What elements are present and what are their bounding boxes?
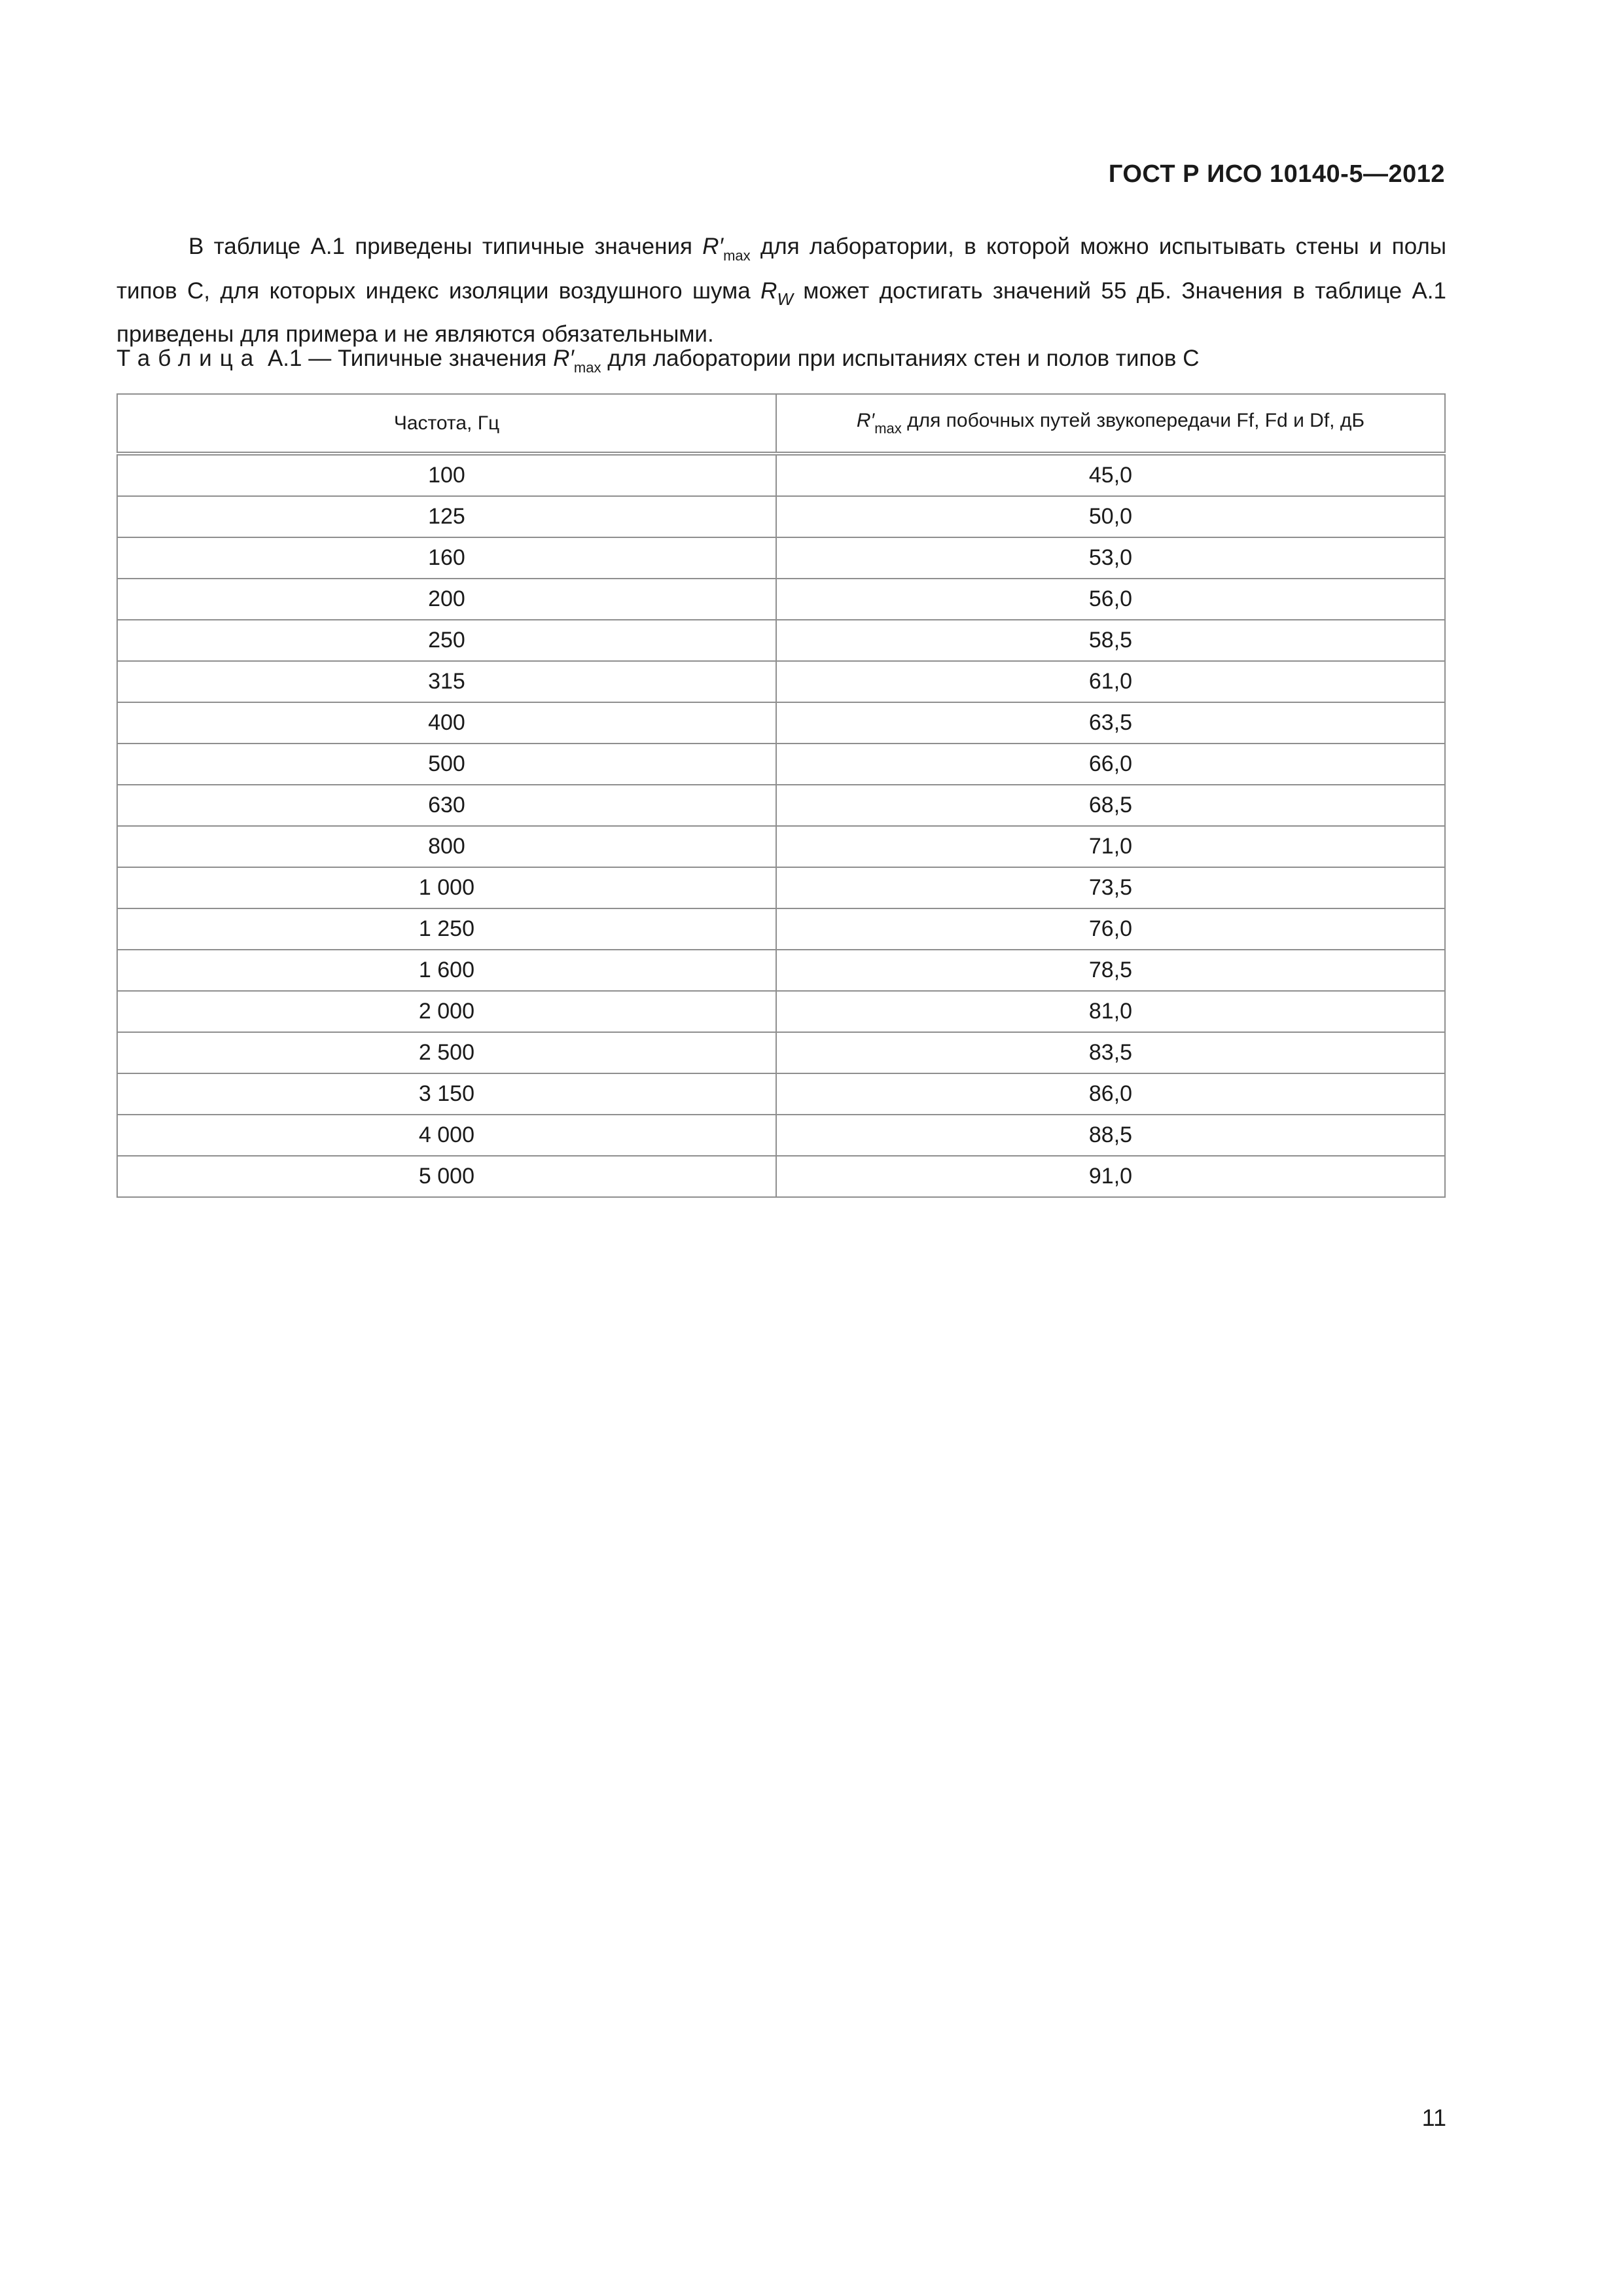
table-row xyxy=(117,867,1445,908)
frequency-cell: 1 000 xyxy=(117,867,776,908)
table-row xyxy=(117,1115,1445,1156)
r-max-cell: 76,0 xyxy=(776,908,1445,950)
table-row xyxy=(117,537,1445,579)
intro-text-3: может достигать значений 55 дБ. Значения в таблице А.1 приведены для примера и не являются обязательными. xyxy=(116,278,1446,347)
r-max-cell: 88,5 xyxy=(776,1115,1445,1156)
document-header: ГОСТ Р ИСО 10140-5—2012 xyxy=(1108,160,1445,188)
table-row xyxy=(117,579,1445,620)
table-row xyxy=(117,908,1445,950)
r-max-cell: 53,0 xyxy=(776,537,1445,579)
frequency-cell: 200 xyxy=(117,579,776,620)
table-caption xyxy=(116,346,1458,376)
page-number: 11 xyxy=(1421,2104,1446,2131)
caption-r-max-symbol: $R'_{max}$ xyxy=(553,346,601,376)
frequency-cell: 315 xyxy=(117,661,776,702)
table-row xyxy=(117,620,1445,661)
r-max-cell: 45,0 xyxy=(776,454,1445,496)
r-max-cell: 63,5 xyxy=(776,702,1445,744)
table-row xyxy=(117,1156,1445,1197)
rw-symbol: $R_W$ xyxy=(760,278,793,309)
frequency-cell: 3 150 xyxy=(117,1073,776,1115)
frequency-cell: 5 000 xyxy=(117,1156,776,1197)
intro-text-1: В таблице А.1 приведены типичные значения xyxy=(188,234,703,259)
table-row xyxy=(117,991,1445,1032)
r-max-cell: 78,5 xyxy=(776,950,1445,991)
r-max-cell: 86,0 xyxy=(776,1073,1445,1115)
caption-label: А.1 — Типичные значения xyxy=(261,346,554,371)
table-body xyxy=(117,454,1445,1197)
r-max-cell: 58,5 xyxy=(776,620,1445,661)
frequency-cell: 2 000 xyxy=(117,991,776,1032)
frequency-cell: 1 600 xyxy=(117,950,776,991)
r-max-symbol: $R'_{max}$ xyxy=(702,234,751,264)
r-max-cell: 81,0 xyxy=(776,991,1445,1032)
caption-rest: для лаборатории при испытаниях стен и полов типов С xyxy=(601,346,1200,371)
frequency-cell: 400 xyxy=(117,702,776,744)
intro-paragraph xyxy=(116,229,1446,352)
r-max-cell: 66,0 xyxy=(776,744,1445,785)
r-max-cell: 83,5 xyxy=(776,1032,1445,1073)
r-max-cell: 61,0 xyxy=(776,661,1445,702)
r-max-cell: 56,0 xyxy=(776,579,1445,620)
r-max-cell: 91,0 xyxy=(776,1156,1445,1197)
frequency-cell: 630 xyxy=(117,785,776,826)
frequency-cell: 160 xyxy=(117,537,776,579)
data-table xyxy=(116,393,1446,1198)
caption-word: Таблица xyxy=(116,346,262,371)
frequency-cell: 250 xyxy=(117,620,776,661)
frequency-cell: 1 250 xyxy=(117,908,776,950)
intro-text-2: для лаборатории, в которой можно испытывать стены и полы типов С, для которых индекс изоляции воздушного шума xyxy=(116,234,1446,304)
r-max-cell: 50,0 xyxy=(776,496,1445,537)
table-row xyxy=(117,826,1445,867)
table-row xyxy=(117,1032,1445,1073)
table-row xyxy=(117,496,1445,537)
table-row xyxy=(117,785,1445,826)
column-header-frequency: Частота, Гц xyxy=(117,394,776,454)
table-row xyxy=(117,950,1445,991)
table-row xyxy=(117,454,1445,496)
frequency-cell: 500 xyxy=(117,744,776,785)
frequency-cell: 2 500 xyxy=(117,1032,776,1073)
frequency-cell: 4 000 xyxy=(117,1115,776,1156)
r-max-cell: 71,0 xyxy=(776,826,1445,867)
table-row xyxy=(117,661,1445,702)
column-header-r-max: $R'_{max}$ для побочных путей звукопередачи Ff, Fd и Df, дБ xyxy=(776,394,1445,454)
r-max-cell: 68,5 xyxy=(776,785,1445,826)
table-row xyxy=(117,1073,1445,1115)
frequency-cell: 125 xyxy=(117,496,776,537)
r-max-cell: 73,5 xyxy=(776,867,1445,908)
table-row xyxy=(117,744,1445,785)
frequency-cell: 100 xyxy=(117,454,776,496)
frequency-cell: 800 xyxy=(117,826,776,867)
table-row xyxy=(117,702,1445,744)
